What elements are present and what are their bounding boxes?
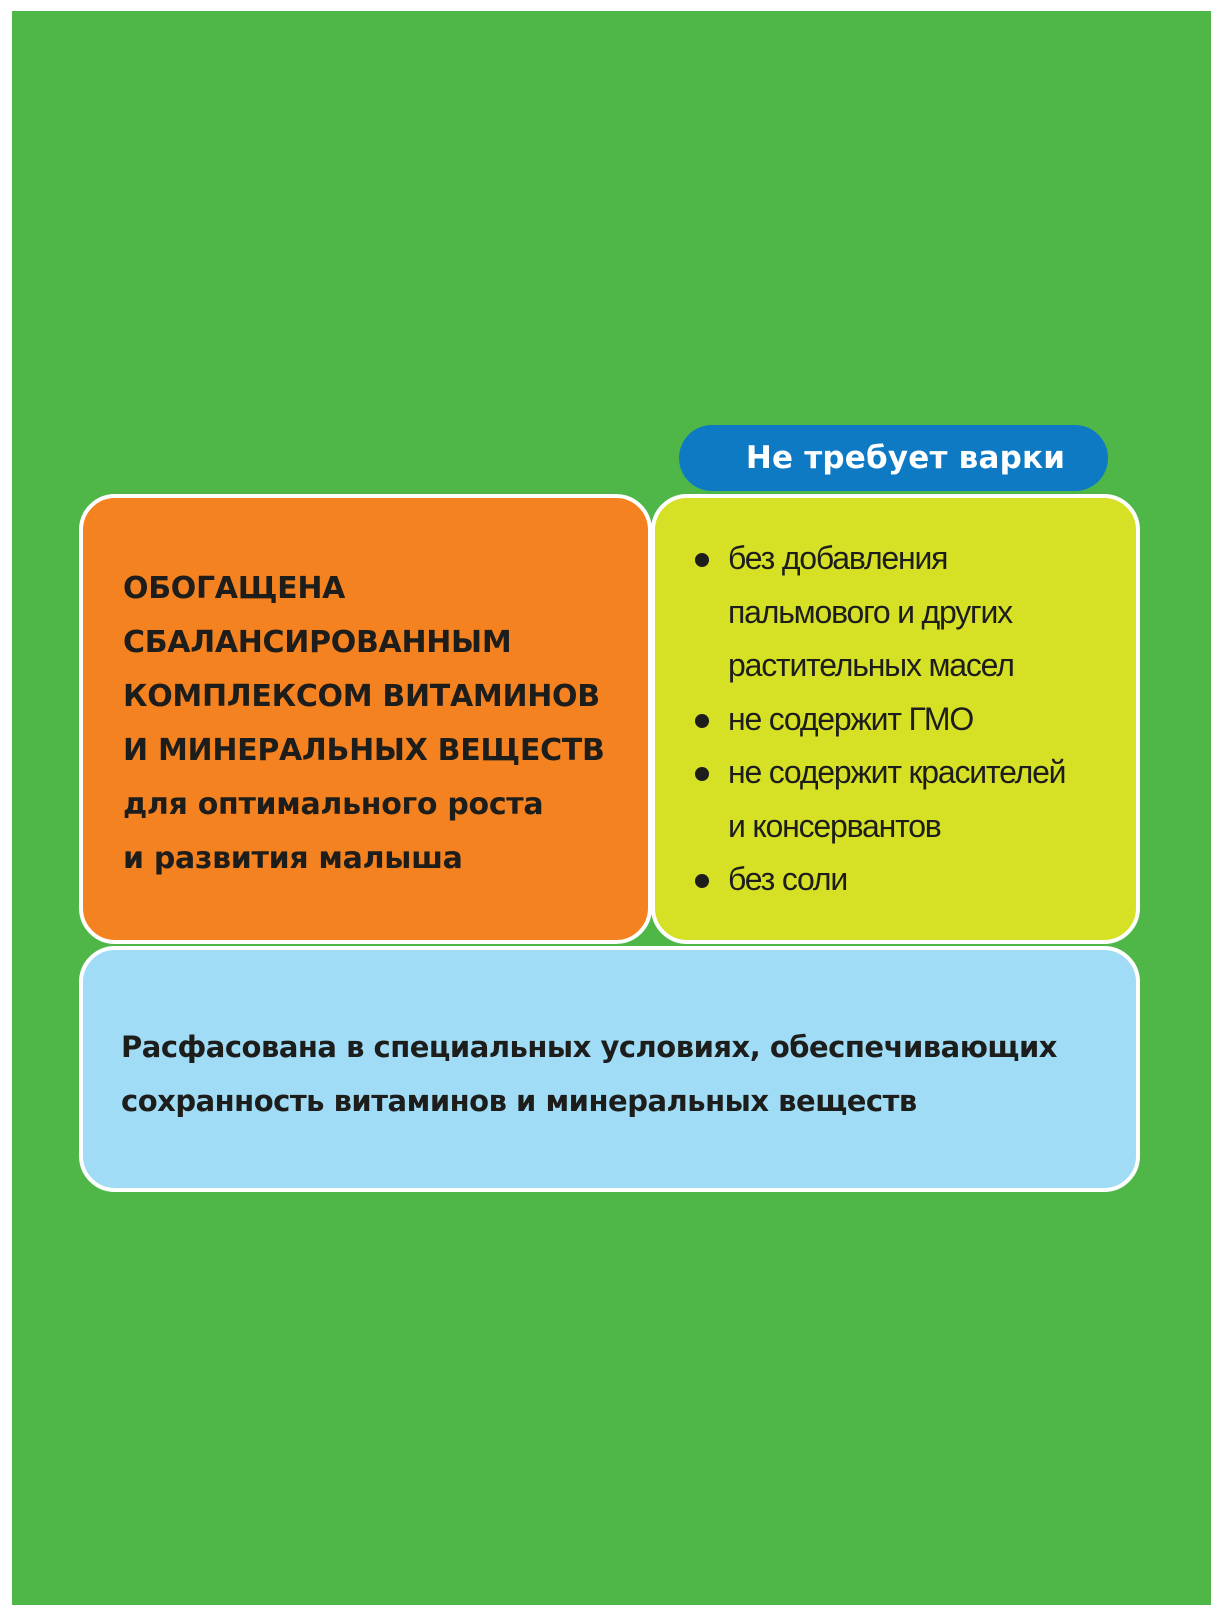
benefit-item-no-dyes [695,746,1065,853]
benefit-text-line: без добавления [728,540,948,576]
fortified-heading-line: И МИНЕРАЛЬНЫХ ВЕЩЕСТВ [123,733,605,768]
packaging-info-card [79,946,1140,1192]
bullet-icon [695,553,709,567]
no-cooking-badge [679,425,1108,491]
bullet-icon [695,874,709,888]
bullet-icon [695,767,709,781]
fortified-heading-line: КОМПЛЕКСОМ ВИТАМИНОВ [123,679,600,714]
fortified-heading-line: ОБОГАЩЕНА [123,571,346,606]
benefits-list-card [651,494,1140,944]
no-cooking-badge-label: Не требует варки [745,440,1066,476]
benefit-text-line: не содержит ГМО [728,700,974,737]
fortified-subheading-line: для оптимального роста [123,787,544,822]
fortified-heading-line: СБАЛАНСИРОВАННЫМ [123,625,512,660]
benefit-text-line: растительных масел [728,647,1014,683]
benefit-text-line: пальмового и других [728,593,1012,630]
benefit-text-line: и консервантов [728,807,941,844]
bullet-icon [695,714,709,728]
packaging-info-text [121,1020,1057,1128]
fortified-subheading-line: и развития малыша [123,841,463,876]
benefit-text-line: без соли [728,861,848,897]
fortified-info-text [123,562,633,886]
benefit-item-no-gmo [695,693,1065,747]
benefits-list [695,532,1065,907]
fortified-info-card [79,494,652,944]
packaging-info-line: сохранность витаминов и минеральных веществ [121,1084,917,1118]
benefit-item-no-salt [695,853,1065,907]
packaging-info-line: Расфасована в специальных условиях, обеспечивающих [121,1030,1057,1064]
benefit-text-line: не содержит красителей [728,754,1066,790]
benefit-item-no-palm-oil [695,532,1065,693]
